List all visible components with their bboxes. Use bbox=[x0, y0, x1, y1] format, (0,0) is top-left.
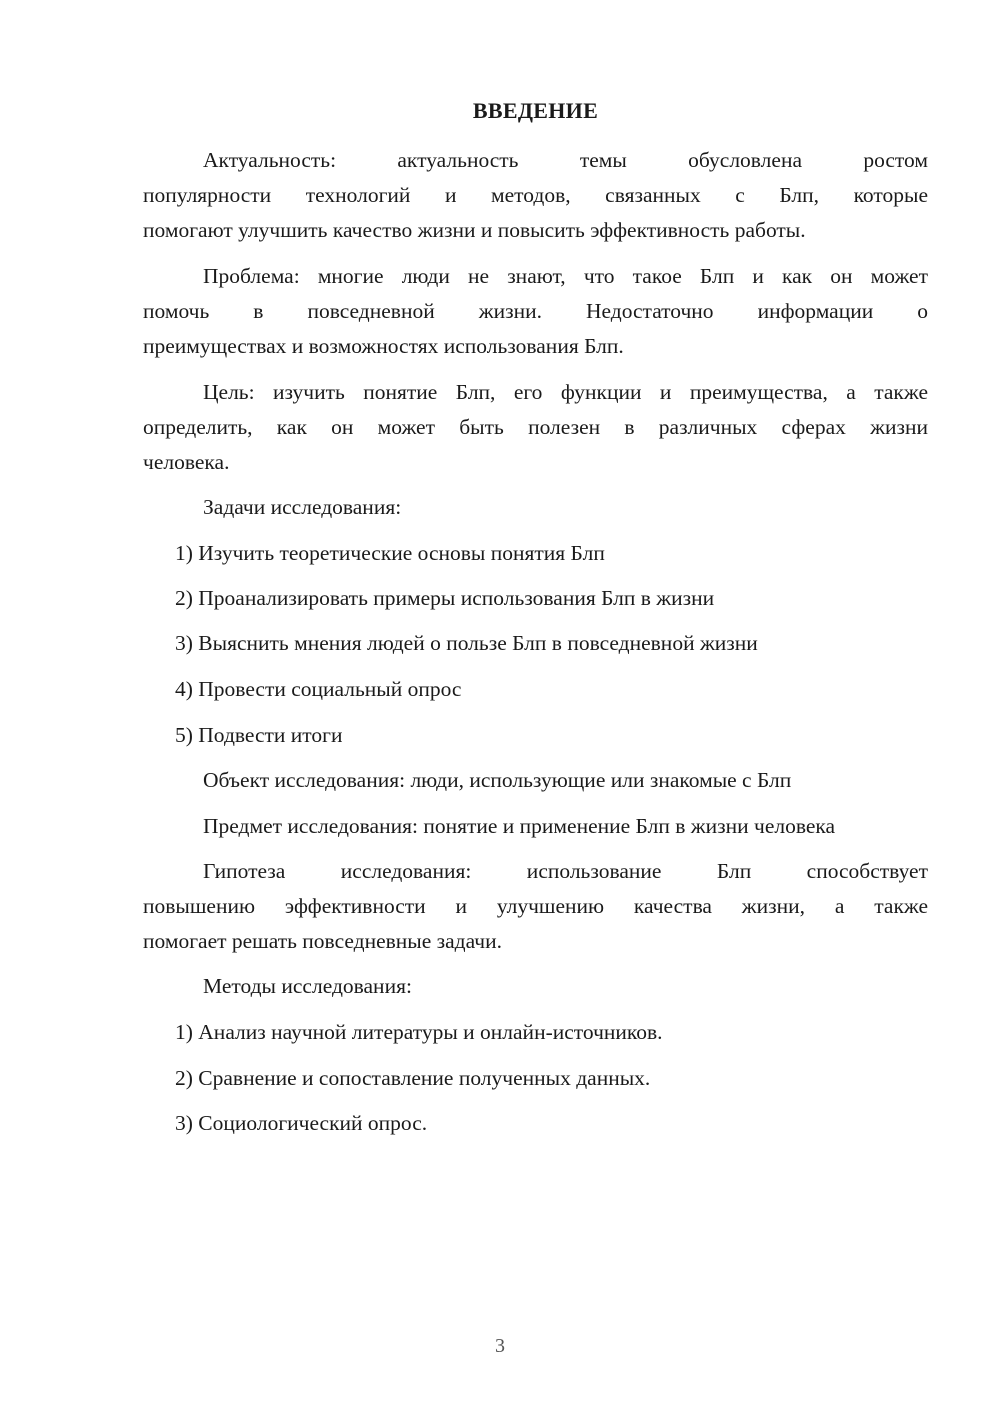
section-title: ВВЕДЕНИЕ bbox=[472, 98, 599, 123]
task-item-4: 4) Провести социальный опрос bbox=[175, 677, 462, 701]
research-subject: Предмет исследования: понятие и применение Блп в жизни человека bbox=[203, 814, 836, 838]
problem-line-2: помочь в повседневной жизни. Недостаточно информации о bbox=[143, 299, 928, 323]
task-item-3: 3) Выяснить мнения людей о пользе Блп в повседневной жизни bbox=[175, 631, 758, 655]
task-item-2: 2) Проанализировать примеры использования Блп в жизни bbox=[175, 586, 715, 610]
tasks-heading: Задачи исследования: bbox=[203, 495, 402, 519]
method-item-3: 3) Социологический опрос. bbox=[175, 1111, 428, 1135]
method-item-2: 2) Сравнение и сопоставление полученных данных. bbox=[175, 1066, 651, 1090]
relevance-line-2: популярности технологий и методов, связанных с Блп, которые bbox=[143, 183, 928, 207]
goal-line-2: определить, как он может быть полезен в различных сферах жизни bbox=[143, 415, 928, 439]
goal-line-1: Цель: изучить понятие Блп, его функции и преимущества, а также bbox=[203, 380, 928, 404]
hypothesis-line-2: повышению эффективности и улучшению качества жизни, а также bbox=[143, 894, 928, 918]
problem-line-3: преимуществах и возможностях использования Блп. bbox=[143, 334, 624, 358]
problem-paragraph bbox=[143, 261, 928, 361]
goal-line-3: человека. bbox=[143, 450, 230, 474]
hypothesis-paragraph bbox=[143, 856, 928, 956]
task-item-5: 5) Подвести итоги bbox=[175, 723, 343, 747]
relevance-paragraph bbox=[143, 145, 928, 245]
problem-line-1: Проблема: многие люди не знают, что такое Блп и как он может bbox=[203, 264, 928, 288]
task-item-1: 1) Изучить теоретические основы понятия Блп bbox=[175, 541, 605, 565]
method-item-1: 1) Анализ научной литературы и онлайн-источников. bbox=[175, 1020, 663, 1044]
research-object: Объект исследования: люди, использующие или знакомые с Блп bbox=[203, 768, 792, 792]
page-number: 3 bbox=[495, 1335, 505, 1357]
relevance-line-1: Актуальность: актуальность темы обусловлена ростом bbox=[203, 148, 928, 172]
hypothesis-line-1: Гипотеза исследования: использование Блп способствует bbox=[203, 859, 928, 883]
methods-heading: Методы исследования: bbox=[203, 974, 412, 998]
hypothesis-line-3: помогает решать повседневные задачи. bbox=[143, 929, 502, 953]
relevance-line-3: помогают улучшить качество жизни и повысить эффективность работы. bbox=[143, 218, 806, 242]
goal-paragraph bbox=[143, 377, 928, 477]
